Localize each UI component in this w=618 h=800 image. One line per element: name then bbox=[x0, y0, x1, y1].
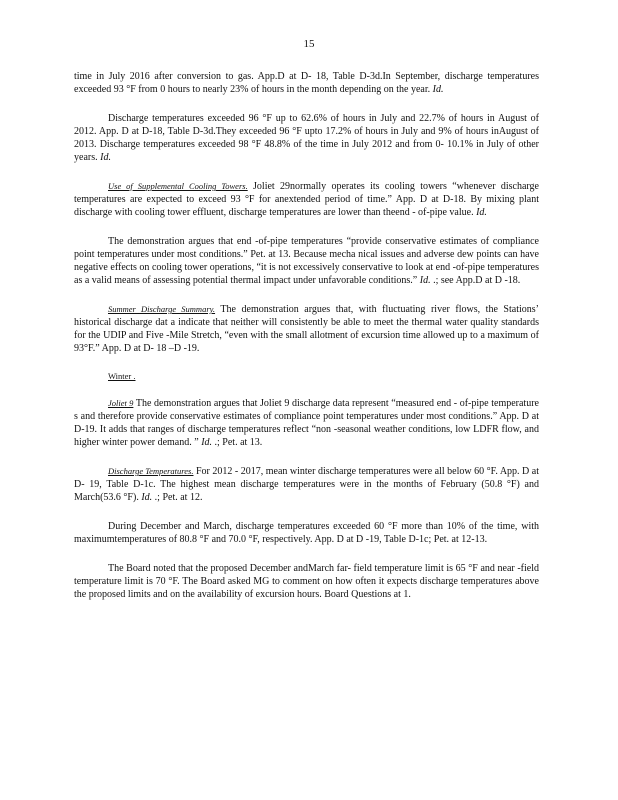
paragraph-heading: Discharge Temperatures. bbox=[108, 466, 194, 476]
paragraph-summer-summary bbox=[74, 303, 539, 355]
citation-id: Id. bbox=[476, 207, 487, 218]
section-heading-winter: Winter . bbox=[108, 371, 136, 381]
paragraph-text: Discharge temperatures exceeded 96 °F up to 62.6% of hours in July and 22.7% of hours in August of 2012. App. D at D-18, Table D-3d.They exceeded 96 °F upto 17.2% of hours in July and 9% of hours inAugust of 2013. Discharge temperatures exceeded 98 °F 48.8% of the time in July 2012 and from 0- 10.1% in July of other years. bbox=[74, 113, 539, 163]
paragraph-2 bbox=[74, 112, 539, 164]
paragraph-discharge-temperatures bbox=[74, 465, 539, 504]
citation-id: Id. bbox=[100, 152, 111, 163]
paragraph-text: The Board noted that the proposed December andMarch far- field temperature limit is 65 °F and near -field temperature limit is 70 °F. The Board asked MG to comment on how often it expects discharge temperatures above the proposed limits and on the availability of excursion hours. Board Questions at 1. bbox=[74, 563, 539, 600]
paragraph-board-question bbox=[74, 562, 539, 601]
paragraph-text: The demonstration argues that, with fluctuating river flows, the Stations’ historical discharge dat a indicate that neither will consistently be able to meet the thermal water quality standards for the UDIP and Five -Mile Stretch, “even with the small allotment of excursion time allowed up to a maximum of 93°F.” App. D at D- 18 –D -19. bbox=[74, 304, 539, 354]
document-body bbox=[74, 70, 539, 617]
paragraph-text: The demonstration argues that Joliet 9 discharge data represent “measured end - of-pipe temperature s and therefore provide conservative estimates of compliance point temperatures under most conditions.” App. D at D-19. It adds that ranges of discharge temperatures reflect “non -seasonal weather conditions, low LDFR flow, and higher winter power demand. ” bbox=[74, 398, 539, 448]
paragraph-heading: Use of Supplemental Cooling Towers. bbox=[108, 181, 248, 191]
paragraph-text: time in July 2016 after conversion to gas. App.D at D- 18, Table D-3d.In September, discharge temperatures exceeded 93 °F from 0 hours to nearly 23% of hours in the month depending on the year. bbox=[74, 71, 539, 95]
page-number: 15 bbox=[303, 38, 315, 50]
paragraph-heading: Joliet 9 bbox=[108, 398, 134, 408]
paragraph-text: Joliet 29normally operates its cooling towers “whenever discharge temperatures are expected to exceed 93 °F for anextended period of time.” App. D at D-18. By mixing plant discharge with cooling tower effluent, discharge temperatures are lower than theend - of-pipe value. bbox=[74, 181, 539, 218]
citation-tail: .; Pet. at 13. bbox=[212, 437, 263, 448]
citation-id: Id. bbox=[419, 275, 431, 286]
paragraph-1 bbox=[74, 70, 539, 96]
paragraph-text: During December and March, discharge temperatures exceeded 60 °F more than 10% of the time, with maximumtemperatures of 80.8 °F and 70.0 °F, respectively. App. D at D -19, Table D-1c; Pet. at 12-13. bbox=[74, 521, 539, 545]
citation-tail: .; Pet. at 12. bbox=[152, 492, 203, 503]
paragraph-joliet-9 bbox=[74, 397, 539, 449]
citation-id: Id. bbox=[432, 84, 444, 95]
citation-tail: .; see App.D at D -18. bbox=[430, 275, 521, 286]
citation-id: Id. bbox=[141, 492, 153, 503]
citation-id: Id. bbox=[201, 437, 213, 448]
paragraph-december-march bbox=[74, 520, 539, 546]
paragraph-text: The demonstration argues that end -of-pipe temperatures “provide conservative estimates of compliance point temperatures under most conditions.” Pet. at 13. Because mecha nical issues and adverse dew points can have negative effects on cooling tower operations, “it is not excessively conservative to look at end -of-pipe temperatures as a valid means of assessing potential thermal impact under unfavorable conditions.” bbox=[74, 236, 539, 286]
paragraph-text: For 2012 - 2017, mean winter discharge temperatures were all below 60 °F. App. D at D- 19, Table D-1c. The highest mean discharge temperatures were in the months of February (50.8 °F) and March(53.6 °F). bbox=[74, 466, 539, 503]
paragraph-heading: Summer Discharge Summary. bbox=[108, 304, 216, 314]
paragraph-cooling-towers bbox=[74, 180, 539, 219]
paragraph-4 bbox=[74, 235, 539, 287]
